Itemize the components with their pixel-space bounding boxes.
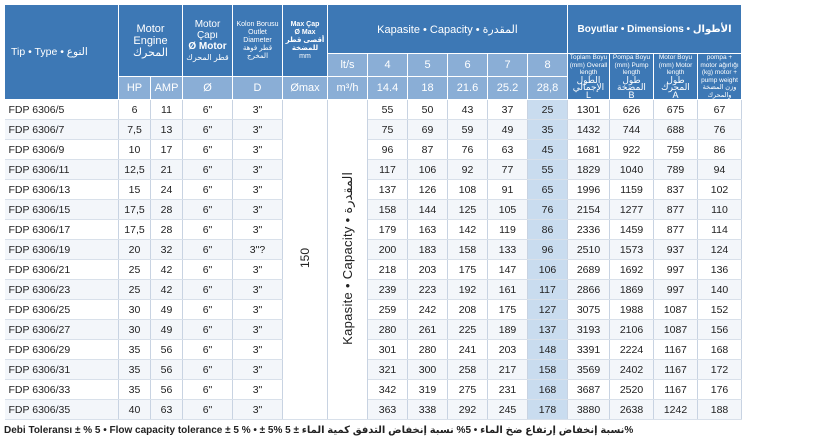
cell-pump-length: 1159 bbox=[610, 180, 654, 200]
cell-pump-length: 2520 bbox=[610, 380, 654, 400]
cell-head: 241 bbox=[448, 340, 488, 360]
cell-head: 338 bbox=[408, 400, 448, 420]
cell-motor-diameter: 6" bbox=[183, 180, 233, 200]
cell-head: 208 bbox=[448, 300, 488, 320]
cell-head: 147 bbox=[488, 260, 528, 280]
cell-motor-diameter: 6" bbox=[183, 320, 233, 340]
cell-weight: 136 bbox=[698, 260, 742, 280]
cell-pump-length: 1988 bbox=[610, 300, 654, 320]
cell-outlet-diameter: 3"? bbox=[233, 240, 283, 260]
cell-type: FDP 6306/29 bbox=[5, 340, 119, 360]
table-row bbox=[5, 300, 793, 320]
cell-hp: 10 bbox=[119, 140, 151, 160]
cell-head: 158 bbox=[448, 240, 488, 260]
cell-amp: 56 bbox=[151, 340, 183, 360]
cell-motor-length: 1167 bbox=[654, 380, 698, 400]
cell-pump-length: 2402 bbox=[610, 360, 654, 380]
cell-head: 91 bbox=[488, 180, 528, 200]
cell-amp: 28 bbox=[151, 200, 183, 220]
header-overall-length: Toplam Boyu (mm) Overall length الطول الإجمالي L bbox=[568, 54, 610, 100]
cell-head: 119 bbox=[488, 220, 528, 240]
cell-type: FDP 6306/17 bbox=[5, 220, 119, 240]
cell-head: 142 bbox=[448, 220, 488, 240]
header-dimensions: Boyutlar • Dimensions • الأطوال bbox=[568, 5, 742, 54]
header-tip: Tip • Type • النوع bbox=[5, 5, 119, 100]
table-row bbox=[5, 260, 793, 280]
cell-motor-diameter: 6" bbox=[183, 200, 233, 220]
cell-motor-length: 1167 bbox=[654, 340, 698, 360]
pump-spec-table bbox=[4, 4, 793, 420]
cell-head: 242 bbox=[408, 300, 448, 320]
cell-head: 137 bbox=[368, 180, 408, 200]
cell-motor-length: 877 bbox=[654, 220, 698, 240]
cell-weight: 67 bbox=[698, 100, 742, 120]
cell-amp: 21 bbox=[151, 160, 183, 180]
cell-hp: 30 bbox=[119, 320, 151, 340]
cell-motor-diameter: 6" bbox=[183, 380, 233, 400]
tolerance-note: Debi Toleransı ± % 5 • Flow capacity tolerance ± 5 % • ± 5% نسبة إنخفاض إرتفاع ضخ الماء • 5% نسبة إنخفاض التدفق كمية الماء ± 5% bbox=[4, 425, 634, 436]
cell-pump-length: 2638 bbox=[610, 400, 654, 420]
header-unit-m3h: m³/h bbox=[328, 77, 368, 100]
cell-amp: 13 bbox=[151, 120, 183, 140]
cell-head: 117 bbox=[528, 280, 568, 300]
cell-motor-diameter: 6" bbox=[183, 260, 233, 280]
cell-head: 76 bbox=[448, 140, 488, 160]
cell-head: 183 bbox=[408, 240, 448, 260]
cell-weight: 188 bbox=[698, 400, 742, 420]
cell-head: 225 bbox=[448, 320, 488, 340]
cell-amp: 24 bbox=[151, 180, 183, 200]
cell-head: 63 bbox=[488, 140, 528, 160]
cell-weight: 110 bbox=[698, 200, 742, 220]
table-row bbox=[5, 200, 793, 220]
header-pump-length: Pompa Boyu (mm) Pump length طول المضخة B bbox=[610, 54, 654, 100]
cell-amp: 42 bbox=[151, 280, 183, 300]
cell-weight: 176 bbox=[698, 380, 742, 400]
cell-weight: 86 bbox=[698, 140, 742, 160]
cell-head: 179 bbox=[368, 220, 408, 240]
cell-pump-length: 2224 bbox=[610, 340, 654, 360]
header-unit-lps: lt/s bbox=[328, 54, 368, 77]
cell-max-diameter bbox=[283, 100, 328, 420]
cell-head: 75 bbox=[368, 120, 408, 140]
cell-motor-diameter: 6" bbox=[183, 220, 233, 240]
cell-head: 239 bbox=[368, 280, 408, 300]
cell-motor-length: 937 bbox=[654, 240, 698, 260]
header-flow-lps: 8 bbox=[528, 54, 568, 77]
cell-head: 175 bbox=[488, 300, 528, 320]
cell-type: FDP 6306/31 bbox=[5, 360, 119, 380]
cell-motor-length: 1242 bbox=[654, 400, 698, 420]
header-capacity: Kapasite • Capacity • المقدرة bbox=[328, 5, 568, 54]
cell-amp: 32 bbox=[151, 240, 183, 260]
cell-head: 259 bbox=[368, 300, 408, 320]
cell-head: 87 bbox=[408, 140, 448, 160]
cell-head: 43 bbox=[448, 100, 488, 120]
cell-motor-length: 1087 bbox=[654, 300, 698, 320]
cell-head: 203 bbox=[408, 260, 448, 280]
cell-head: 65 bbox=[528, 180, 568, 200]
cell-hp: 20 bbox=[119, 240, 151, 260]
cell-overall-length: 3569 bbox=[568, 360, 610, 380]
capacity-vertical-label: Kapasite • Capacity • المقدرة bbox=[340, 171, 355, 345]
cell-head: 245 bbox=[488, 400, 528, 420]
cell-amp: 28 bbox=[151, 220, 183, 240]
cell-head: 275 bbox=[448, 380, 488, 400]
cell-motor-length: 1167 bbox=[654, 360, 698, 380]
table-row bbox=[5, 220, 793, 240]
table-row bbox=[5, 240, 793, 260]
header-motor-length: Motor Boyu (mm) Motor length طول المحرك A bbox=[654, 54, 698, 100]
header-weight: pompa + motor ağırlığı (kg) motor + pump weight وزن المضخة والمحرك bbox=[698, 54, 742, 100]
cell-motor-diameter: 6" bbox=[183, 360, 233, 380]
cell-amp: 17 bbox=[151, 140, 183, 160]
cell-motor-diameter: 6" bbox=[183, 100, 233, 120]
cell-overall-length: 2510 bbox=[568, 240, 610, 260]
cell-head: 55 bbox=[368, 100, 408, 120]
cell-type: FDP 6306/9 bbox=[5, 140, 119, 160]
cell-head: 280 bbox=[368, 320, 408, 340]
cell-head: 231 bbox=[488, 380, 528, 400]
spec-table-body bbox=[5, 100, 793, 420]
cell-head: 92 bbox=[448, 160, 488, 180]
cell-pump-length: 1869 bbox=[610, 280, 654, 300]
cell-head: 106 bbox=[528, 260, 568, 280]
cell-overall-length: 2336 bbox=[568, 220, 610, 240]
cell-overall-length: 1829 bbox=[568, 160, 610, 180]
table-row bbox=[5, 180, 793, 200]
cell-head: 217 bbox=[488, 360, 528, 380]
cell-outlet-diameter: 3" bbox=[233, 200, 283, 220]
cell-type: FDP 6306/21 bbox=[5, 260, 119, 280]
cell-head: 161 bbox=[488, 280, 528, 300]
cell-head: 126 bbox=[408, 180, 448, 200]
cell-overall-length: 3880 bbox=[568, 400, 610, 420]
cell-pump-length: 2106 bbox=[610, 320, 654, 340]
cell-amp: 63 bbox=[151, 400, 183, 420]
cell-head: 133 bbox=[488, 240, 528, 260]
cell-weight: 94 bbox=[698, 160, 742, 180]
cell-head: 223 bbox=[408, 280, 448, 300]
cell-hp: 12,5 bbox=[119, 160, 151, 180]
cell-motor-diameter: 6" bbox=[183, 120, 233, 140]
cell-head: 96 bbox=[368, 140, 408, 160]
cell-head: 200 bbox=[368, 240, 408, 260]
cell-hp: 30 bbox=[119, 300, 151, 320]
cell-motor-length: 837 bbox=[654, 180, 698, 200]
cell-motor-diameter: 6" bbox=[183, 140, 233, 160]
cell-head: 55 bbox=[528, 160, 568, 180]
cell-weight: 168 bbox=[698, 340, 742, 360]
cell-outlet-diameter: 3" bbox=[233, 100, 283, 120]
header-flow-m3h: 21.6 bbox=[448, 77, 488, 100]
cell-motor-diameter: 6" bbox=[183, 340, 233, 360]
cell-weight: 76 bbox=[698, 120, 742, 140]
cell-outlet-diameter: 3" bbox=[233, 260, 283, 280]
cell-head: 163 bbox=[408, 220, 448, 240]
cell-type: FDP 6306/33 bbox=[5, 380, 119, 400]
cell-overall-length: 1681 bbox=[568, 140, 610, 160]
cell-head: 137 bbox=[528, 320, 568, 340]
cell-outlet-diameter: 3" bbox=[233, 280, 283, 300]
cell-pump-length: 1573 bbox=[610, 240, 654, 260]
cell-weight: 114 bbox=[698, 220, 742, 240]
header-o: Ø bbox=[183, 77, 233, 100]
header-flow-lps: 7 bbox=[488, 54, 528, 77]
cell-outlet-diameter: 3" bbox=[233, 220, 283, 240]
table-row bbox=[5, 280, 793, 300]
header-amp: AMP bbox=[151, 77, 183, 100]
cell-head: 76 bbox=[528, 200, 568, 220]
cell-outlet-diameter: 3" bbox=[233, 140, 283, 160]
cell-head: 158 bbox=[528, 360, 568, 380]
cell-overall-length: 1996 bbox=[568, 180, 610, 200]
cell-overall-length: 2689 bbox=[568, 260, 610, 280]
pump-spec-table-wrapper bbox=[4, 4, 793, 420]
cell-head: 321 bbox=[368, 360, 408, 380]
cell-type: FDP 6306/13 bbox=[5, 180, 119, 200]
cell-outlet-diameter: 3" bbox=[233, 120, 283, 140]
table-row bbox=[5, 140, 793, 160]
cell-outlet-diameter: 3" bbox=[233, 340, 283, 360]
cell-amp: 42 bbox=[151, 260, 183, 280]
cell-head: 108 bbox=[448, 180, 488, 200]
cell-head: 292 bbox=[448, 400, 488, 420]
cell-amp: 49 bbox=[151, 300, 183, 320]
cell-hp: 40 bbox=[119, 400, 151, 420]
cell-pump-length: 1277 bbox=[610, 200, 654, 220]
cell-head: 69 bbox=[408, 120, 448, 140]
cell-weight: 102 bbox=[698, 180, 742, 200]
cell-hp: 15 bbox=[119, 180, 151, 200]
table-row bbox=[5, 340, 793, 360]
cell-outlet-diameter: 3" bbox=[233, 380, 283, 400]
cell-weight: 152 bbox=[698, 300, 742, 320]
cell-motor-length: 877 bbox=[654, 200, 698, 220]
cell-pump-length: 1040 bbox=[610, 160, 654, 180]
cell-head: 261 bbox=[408, 320, 448, 340]
cell-head: 96 bbox=[528, 240, 568, 260]
header-flow-m3h: 14.4 bbox=[368, 77, 408, 100]
cell-head: 168 bbox=[528, 380, 568, 400]
table-row bbox=[5, 320, 793, 340]
cell-overall-length: 3075 bbox=[568, 300, 610, 320]
cell-overall-length: 3687 bbox=[568, 380, 610, 400]
cell-motor-diameter: 6" bbox=[183, 160, 233, 180]
cell-head: 148 bbox=[528, 340, 568, 360]
table-row bbox=[5, 100, 793, 120]
cell-overall-length: 3193 bbox=[568, 320, 610, 340]
cell-head: 106 bbox=[408, 160, 448, 180]
cell-pump-length: 626 bbox=[610, 100, 654, 120]
cell-overall-length: 1301 bbox=[568, 100, 610, 120]
cell-motor-diameter: 6" bbox=[183, 300, 233, 320]
cell-amp: 56 bbox=[151, 360, 183, 380]
cell-type: FDP 6306/23 bbox=[5, 280, 119, 300]
table-row bbox=[5, 160, 793, 180]
cell-type: FDP 6306/7 bbox=[5, 120, 119, 140]
cell-type: FDP 6306/5 bbox=[5, 100, 119, 120]
header-flow-lps: 6 bbox=[448, 54, 488, 77]
cell-hp: 7,5 bbox=[119, 120, 151, 140]
header-flow-lps: 4 bbox=[368, 54, 408, 77]
cell-type: FDP 6306/27 bbox=[5, 320, 119, 340]
cell-motor-length: 675 bbox=[654, 100, 698, 120]
cell-head: 37 bbox=[488, 100, 528, 120]
cell-motor-length: 789 bbox=[654, 160, 698, 180]
cell-overall-length: 2154 bbox=[568, 200, 610, 220]
cell-weight: 140 bbox=[698, 280, 742, 300]
cell-outlet-diameter: 3" bbox=[233, 160, 283, 180]
cell-pump-length: 1459 bbox=[610, 220, 654, 240]
header-flow-m3h: 25.2 bbox=[488, 77, 528, 100]
cell-hp: 17,5 bbox=[119, 200, 151, 220]
cell-head: 342 bbox=[368, 380, 408, 400]
cell-weight: 124 bbox=[698, 240, 742, 260]
cell-pump-length: 1692 bbox=[610, 260, 654, 280]
max-diameter-value: 150 bbox=[298, 247, 312, 269]
cell-outlet-diameter: 3" bbox=[233, 180, 283, 200]
table-row bbox=[5, 120, 793, 140]
header-hp: HP bbox=[119, 77, 151, 100]
cell-head: 203 bbox=[488, 340, 528, 360]
cell-weight: 172 bbox=[698, 360, 742, 380]
header-flow-m3h: 18 bbox=[408, 77, 448, 100]
cell-capacity-vertical-label bbox=[328, 100, 368, 420]
cell-head: 59 bbox=[448, 120, 488, 140]
cell-motor-length: 759 bbox=[654, 140, 698, 160]
cell-type: FDP 6306/19 bbox=[5, 240, 119, 260]
cell-head: 125 bbox=[448, 200, 488, 220]
cell-head: 175 bbox=[448, 260, 488, 280]
cell-motor-length: 688 bbox=[654, 120, 698, 140]
cell-head: 258 bbox=[448, 360, 488, 380]
cell-head: 77 bbox=[488, 160, 528, 180]
cell-amp: 49 bbox=[151, 320, 183, 340]
header-motor-engine: Motor Engine المحرك bbox=[119, 5, 183, 77]
cell-motor-length: 997 bbox=[654, 260, 698, 280]
cell-type: FDP 6306/35 bbox=[5, 400, 119, 420]
cell-head: 319 bbox=[408, 380, 448, 400]
cell-type: FDP 6306/15 bbox=[5, 200, 119, 220]
cell-hp: 17,5 bbox=[119, 220, 151, 240]
cell-head: 105 bbox=[488, 200, 528, 220]
cell-overall-length: 1432 bbox=[568, 120, 610, 140]
cell-head: 178 bbox=[528, 400, 568, 420]
cell-overall-length: 2866 bbox=[568, 280, 610, 300]
cell-hp: 25 bbox=[119, 280, 151, 300]
cell-head: 35 bbox=[528, 120, 568, 140]
cell-head: 363 bbox=[368, 400, 408, 420]
cell-head: 158 bbox=[368, 200, 408, 220]
cell-amp: 56 bbox=[151, 380, 183, 400]
cell-head: 280 bbox=[408, 340, 448, 360]
cell-weight: 156 bbox=[698, 320, 742, 340]
cell-head: 45 bbox=[528, 140, 568, 160]
cell-motor-length: 997 bbox=[654, 280, 698, 300]
header-d: D bbox=[233, 77, 283, 100]
cell-head: 127 bbox=[528, 300, 568, 320]
cell-head: 117 bbox=[368, 160, 408, 180]
cell-head: 25 bbox=[528, 100, 568, 120]
header-flow-m3h: 28,8 bbox=[528, 77, 568, 100]
table-row bbox=[5, 380, 793, 400]
header-omax: Ømax bbox=[283, 77, 328, 100]
cell-hp: 35 bbox=[119, 380, 151, 400]
cell-amp: 11 bbox=[151, 100, 183, 120]
cell-motor-diameter: 6" bbox=[183, 280, 233, 300]
cell-pump-length: 744 bbox=[610, 120, 654, 140]
cell-head: 49 bbox=[488, 120, 528, 140]
cell-head: 300 bbox=[408, 360, 448, 380]
cell-hp: 6 bbox=[119, 100, 151, 120]
cell-head: 86 bbox=[528, 220, 568, 240]
cell-type: FDP 6306/11 bbox=[5, 160, 119, 180]
cell-motor-length: 1087 bbox=[654, 320, 698, 340]
cell-outlet-diameter: 3" bbox=[233, 300, 283, 320]
table-row bbox=[5, 360, 793, 380]
cell-hp: 25 bbox=[119, 260, 151, 280]
header-outlet-diameter: Kolon Borusu Outlet Diameter قطر فوهة المخرج bbox=[233, 5, 283, 77]
table-row bbox=[5, 400, 793, 420]
header-motor-diameter: Motor Çapı Ø Motor قطر المحرك bbox=[183, 5, 233, 77]
cell-head: 144 bbox=[408, 200, 448, 220]
cell-type: FDP 6306/25 bbox=[5, 300, 119, 320]
cell-pump-length: 922 bbox=[610, 140, 654, 160]
cell-outlet-diameter: 3" bbox=[233, 360, 283, 380]
cell-head: 50 bbox=[408, 100, 448, 120]
cell-hp: 35 bbox=[119, 340, 151, 360]
cell-head: 301 bbox=[368, 340, 408, 360]
cell-hp: 35 bbox=[119, 360, 151, 380]
cell-head: 189 bbox=[488, 320, 528, 340]
cell-motor-diameter: 6" bbox=[183, 240, 233, 260]
header-flow-lps: 5 bbox=[408, 54, 448, 77]
header-max-diameter: Max Çap Ø Max أقصى قطر للمضخة mm bbox=[283, 5, 328, 77]
cell-overall-length: 3391 bbox=[568, 340, 610, 360]
cell-outlet-diameter: 3" bbox=[233, 400, 283, 420]
cell-head: 192 bbox=[448, 280, 488, 300]
cell-head: 218 bbox=[368, 260, 408, 280]
cell-motor-diameter: 6" bbox=[183, 400, 233, 420]
cell-outlet-diameter: 3" bbox=[233, 320, 283, 340]
